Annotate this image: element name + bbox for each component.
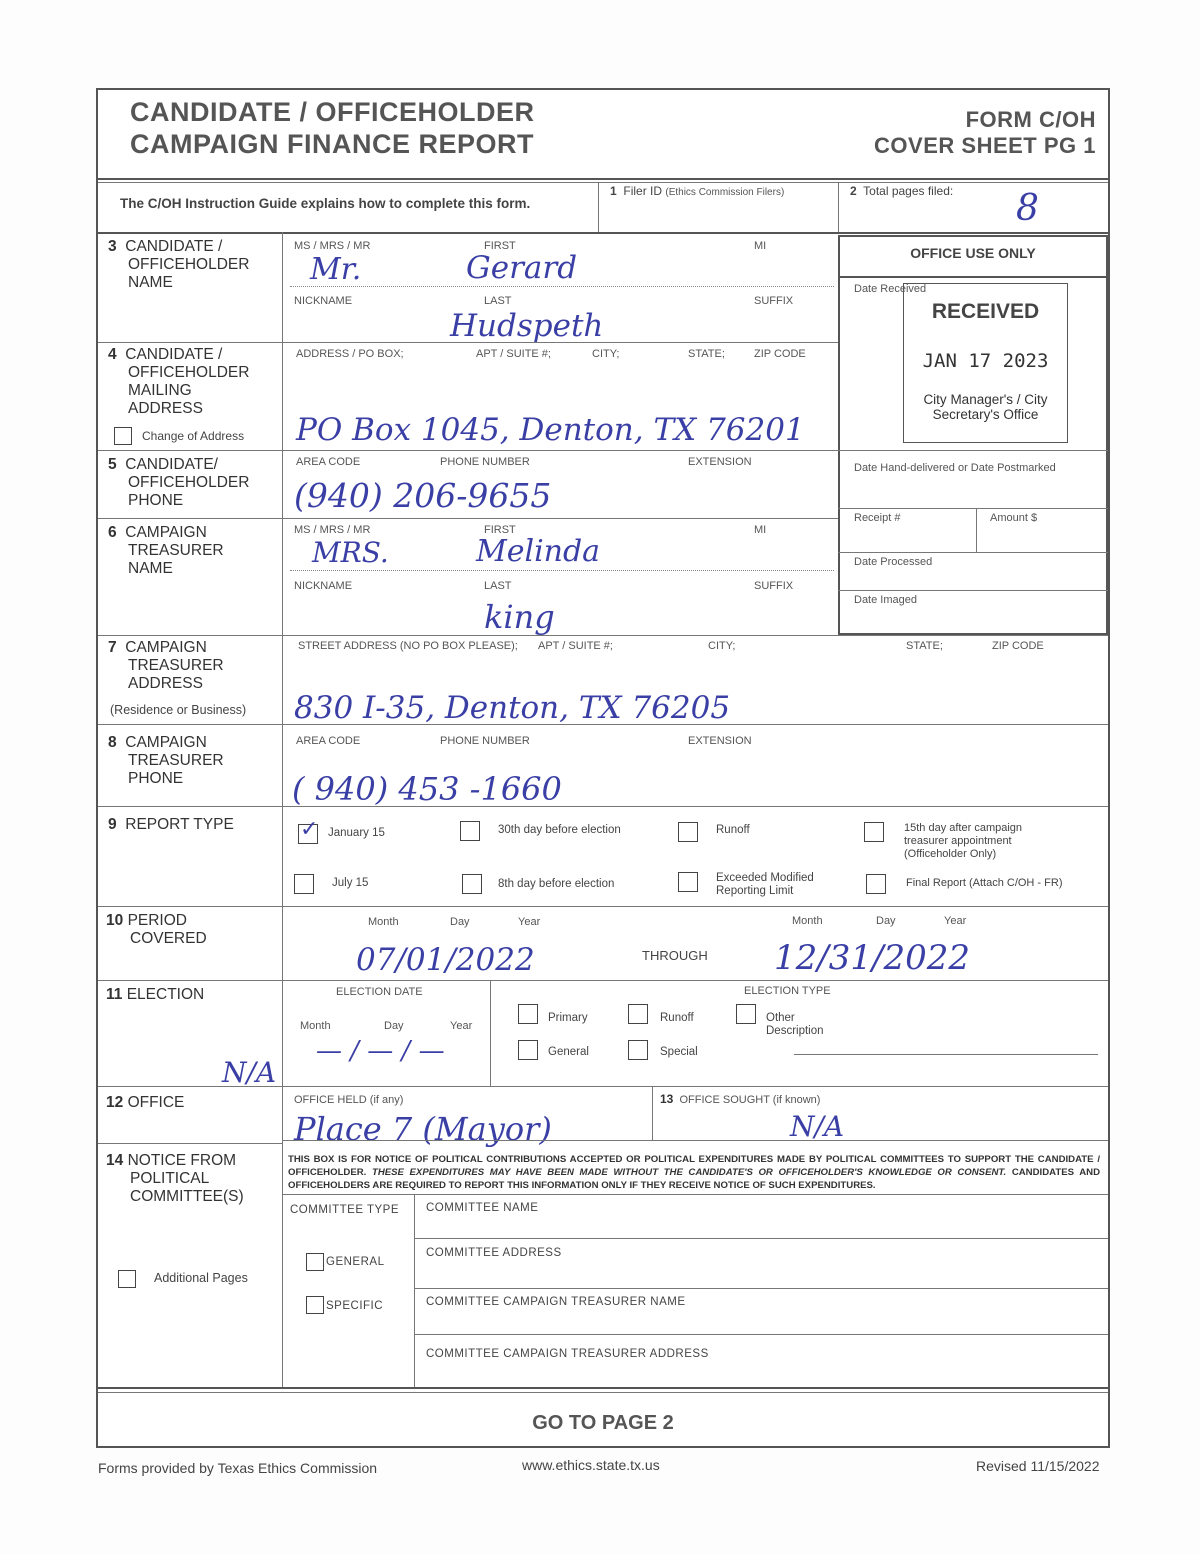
instruction-text: The C/OH Instruction Guide explains how to complete this form.: [120, 196, 531, 211]
city-label: CITY;: [592, 348, 620, 360]
filer-id-field[interactable]: 1 Filer ID (Ethics Commission Filers): [610, 184, 785, 198]
election-day-label: Day: [384, 1020, 404, 1032]
report-jan15-checkbox[interactable]: [298, 817, 319, 844]
treas-prefix-value: MRS.: [312, 536, 389, 569]
cand-phone-label: PHONE NUMBER: [440, 456, 530, 468]
election-general-label: General: [548, 1046, 589, 1058]
additional-pages-label: Additional Pages: [154, 1271, 248, 1285]
committee-address-label: COMMITTEE ADDRESS: [426, 1247, 562, 1259]
cand-mi-label: MI: [754, 240, 767, 252]
total-pages-value: 8: [1016, 188, 1039, 229]
report-30day-label: 30th day before election: [498, 824, 621, 836]
receipt-label: Receipt #: [854, 512, 901, 524]
from-year-label: Year: [518, 916, 541, 928]
treas-phone-value: ( 940) 453 -1660: [292, 770, 562, 808]
cand-first-value: Gerard: [466, 250, 578, 286]
treas-last-value: king: [484, 598, 555, 636]
address-label: ADDRESS / PO BOX;: [296, 348, 404, 360]
treas-suffix-label: SUFFIX: [754, 580, 794, 592]
change-of-address-checkbox[interactable]: [114, 427, 132, 445]
committee-specific-label: SPECIFIC: [326, 1300, 384, 1312]
section-11-label: 11 ELECTION: [106, 986, 205, 1003]
treas-nickname-label: NICKNAME: [294, 580, 353, 592]
form-page-label: COVER SHEET PG 1: [874, 133, 1096, 158]
treas-apt-label: APT / SUITE #;: [538, 640, 613, 652]
treas-city-label: CITY;: [708, 640, 736, 652]
report-30day-checkbox[interactable]: [460, 821, 480, 841]
section-4-label: 4 CANDIDATE / OFFICEHOLDER MAILING ADDRESS: [108, 346, 250, 417]
report-runoff-label: Runoff: [716, 824, 750, 836]
residence-or-business: (Residence or Business): [110, 703, 247, 717]
treas-mi-label: MI: [754, 524, 767, 536]
street-label: STREET ADDRESS (NO PO BOX PLEASE);: [298, 640, 518, 652]
election-runoff-label: Runoff: [660, 1012, 694, 1024]
cand-address-value: PO Box 1045, Denton, TX 76201: [296, 412, 805, 448]
election-year-label: Year: [450, 1020, 473, 1032]
section-7-label: 7 CAMPAIGN TREASURER ADDRESS: [108, 639, 224, 692]
treas-extension-label: EXTENSION: [688, 735, 752, 747]
date-imaged-label: Date Imaged: [854, 594, 917, 606]
period-from-value: 07/01/2022: [356, 942, 535, 978]
report-jan15-label: January 15: [328, 827, 385, 839]
section-14-label: 14 NOTICE FROM POLITICAL COMMITTEE(S): [106, 1152, 244, 1205]
campaign-finance-form: [96, 88, 1110, 1448]
committee-treasurer-address-label: COMMITTEE CAMPAIGN TREASURER ADDRESS: [426, 1348, 709, 1360]
office-held-value: Place 7 (Mayor): [294, 1110, 552, 1148]
office-use-title: OFFICE USE ONLY: [910, 245, 1036, 261]
election-primary-label: Primary: [548, 1012, 588, 1024]
through-label: THROUGH: [642, 948, 708, 963]
election-date-label: ELECTION DATE: [336, 986, 423, 998]
form-title-line1: CANDIDATE / OFFICEHOLDER: [130, 97, 535, 127]
cand-area-code-label: AREA CODE: [296, 456, 361, 468]
apt-label: APT / SUITE #;: [476, 348, 551, 360]
election-special-checkbox[interactable]: [628, 1040, 648, 1060]
check-mark-icon: ✓: [300, 817, 319, 842]
section-5-label: 5 CANDIDATE/ OFFICEHOLDER PHONE: [108, 456, 250, 509]
received-stamp: [903, 283, 1068, 443]
report-jul15-checkbox[interactable]: [294, 874, 314, 894]
change-of-address-label: Change of Address: [142, 429, 245, 443]
form-id: FORM C/OH: [965, 107, 1096, 132]
report-15th-day-checkbox[interactable]: [864, 822, 884, 842]
to-day-label: Day: [876, 915, 896, 927]
cand-first-label: FIRST: [484, 240, 516, 252]
treas-area-code-label: AREA CODE: [296, 735, 361, 747]
committee-treasurer-name-label: COMMITTEE CAMPAIGN TREASURER NAME: [426, 1296, 686, 1308]
office-sought-value: N/A: [790, 1110, 845, 1143]
treas-prefix-label: MS / MRS / MR: [294, 524, 371, 536]
stamp-office-line1: City Manager's / City: [923, 392, 1048, 407]
committee-type-label: COMMITTEE TYPE: [290, 1204, 400, 1216]
report-exceeded-checkbox[interactable]: [678, 872, 698, 892]
cand-nickname-label: NICKNAME: [294, 295, 353, 307]
treas-last-label: LAST: [484, 580, 512, 592]
go-to-page-2: GO TO PAGE 2: [532, 1412, 674, 1434]
stamp-received-text: RECEIVED: [931, 300, 1040, 323]
report-jul15-label: July 15: [332, 877, 369, 889]
state-label: STATE;: [688, 348, 725, 360]
form-title-line2: CAMPAIGN FINANCE REPORT: [130, 129, 535, 159]
cand-extension-label: EXTENSION: [688, 456, 752, 468]
date-processed-label: Date Processed: [854, 556, 933, 568]
section-10-label: 10 PERIOD COVERED: [106, 912, 207, 947]
election-general-checkbox[interactable]: [518, 1040, 538, 1060]
office-held-label: OFFICE HELD (if any): [294, 1094, 404, 1106]
cand-phone-value: (940) 206-9655: [294, 476, 552, 515]
footer-website: www.ethics.state.tx.us: [522, 1457, 660, 1473]
section-9-label: 9 REPORT TYPE: [108, 816, 234, 833]
stamp-office-line2: Secretary's Office: [932, 407, 1039, 422]
election-type-label: ELECTION TYPE: [744, 985, 831, 997]
cand-prefix-label: MS / MRS / MR: [294, 240, 371, 252]
election-special-label: Special: [660, 1046, 698, 1058]
period-to-value: 12/31/2022: [774, 938, 970, 978]
cand-suffix-label: SUFFIX: [754, 295, 794, 307]
treas-address-value: 830 I-35, Denton, TX 76205: [294, 690, 731, 726]
report-runoff-checkbox[interactable]: [678, 822, 698, 842]
date-received-label: Date Received: [854, 283, 927, 295]
report-15th-day-label: 15th day after campaign treasurer appointment (Officeholder Only): [904, 822, 1023, 860]
from-month-label: Month: [368, 916, 399, 928]
election-runoff-checkbox[interactable]: [628, 1004, 648, 1024]
section-3-label: 3 CANDIDATE / OFFICEHOLDER NAME: [108, 238, 250, 291]
section-8-label: 8 CAMPAIGN TREASURER PHONE: [108, 734, 224, 787]
from-day-label: Day: [450, 916, 470, 928]
cand-last-value: Hudspeth: [450, 308, 604, 344]
date-hand-delivered-label: Date Hand-delivered or Date Postmarked: [854, 462, 1056, 474]
to-year-label: Year: [944, 915, 967, 927]
election-primary-checkbox[interactable]: [518, 1004, 538, 1024]
stamp-date: JAN 17 2023: [922, 350, 1049, 372]
amount-label: Amount $: [990, 512, 1038, 524]
committee-notice: THIS BOX IS FOR NOTICE OF POLITICAL CONTRIBUTIONS ACCEPTED OR POLITICAL EXPENDITURES MADE BY POLITICAL COMMITTEES TO SUPPORT THE CANDIDATE / OFFICEHOLDER. THESE EXPENDITURES MAY HAVE BEEN MADE WITHOUT THE CANDIDATE'S OR OFFICEHOLDER'S KNOWLEDGE OR CONSENT. CANDIDATES AND OFFICEHOLDERS ARE REQUIRED TO REPORT THIS INFORMATION ONLY IF THEY RECEIVE NOTICE OF SUCH EXPENDITURES.: [288, 1154, 1101, 1191]
election-date-value: — / — / —: [316, 1036, 445, 1066]
report-final-label: Final Report (Attach C/OH - FR): [906, 877, 1063, 889]
report-8day-checkbox[interactable]: [462, 874, 482, 894]
footer-provided-by: Forms provided by Texas Ethics Commission: [98, 1460, 378, 1476]
section-12-label: 12 OFFICE: [106, 1094, 185, 1111]
committee-general-checkbox[interactable]: [306, 1253, 324, 1271]
committee-specific-checkbox[interactable]: [306, 1296, 324, 1314]
to-month-label: Month: [792, 915, 823, 927]
committee-name-label: COMMITTEE NAME: [426, 1202, 539, 1214]
zip-label: ZIP CODE: [754, 348, 806, 360]
cand-prefix-value: Mr.: [310, 252, 362, 287]
treas-state-label: STATE;: [906, 640, 943, 652]
additional-pages-checkbox[interactable]: [118, 1270, 136, 1288]
report-8day-label: 8th day before election: [498, 878, 615, 890]
election-other-label: Other Description: [766, 1012, 824, 1037]
report-exceeded-label: Exceeded Modified Reporting Limit: [716, 872, 814, 897]
treas-first-value: Melinda: [476, 534, 601, 569]
office-sought-label: 13 OFFICE SOUGHT (if known): [660, 1092, 821, 1106]
election-month-label: Month: [300, 1020, 331, 1032]
treas-phone-label: PHONE NUMBER: [440, 735, 530, 747]
treas-first-label: FIRST: [484, 524, 516, 536]
treas-zip-label: ZIP CODE: [992, 640, 1044, 652]
section-6-label: 6 CAMPAIGN TREASURER NAME: [108, 524, 224, 577]
report-final-checkbox[interactable]: [866, 874, 886, 894]
election-na-value: N/A: [222, 1056, 277, 1089]
footer-revised: Revised 11/15/2022: [976, 1458, 1100, 1474]
election-other-checkbox[interactable]: [736, 1004, 756, 1024]
committee-general-label: GENERAL: [326, 1256, 385, 1268]
cand-last-label: LAST: [484, 295, 512, 307]
total-pages-field[interactable]: 2 Total pages filed:: [850, 184, 954, 198]
